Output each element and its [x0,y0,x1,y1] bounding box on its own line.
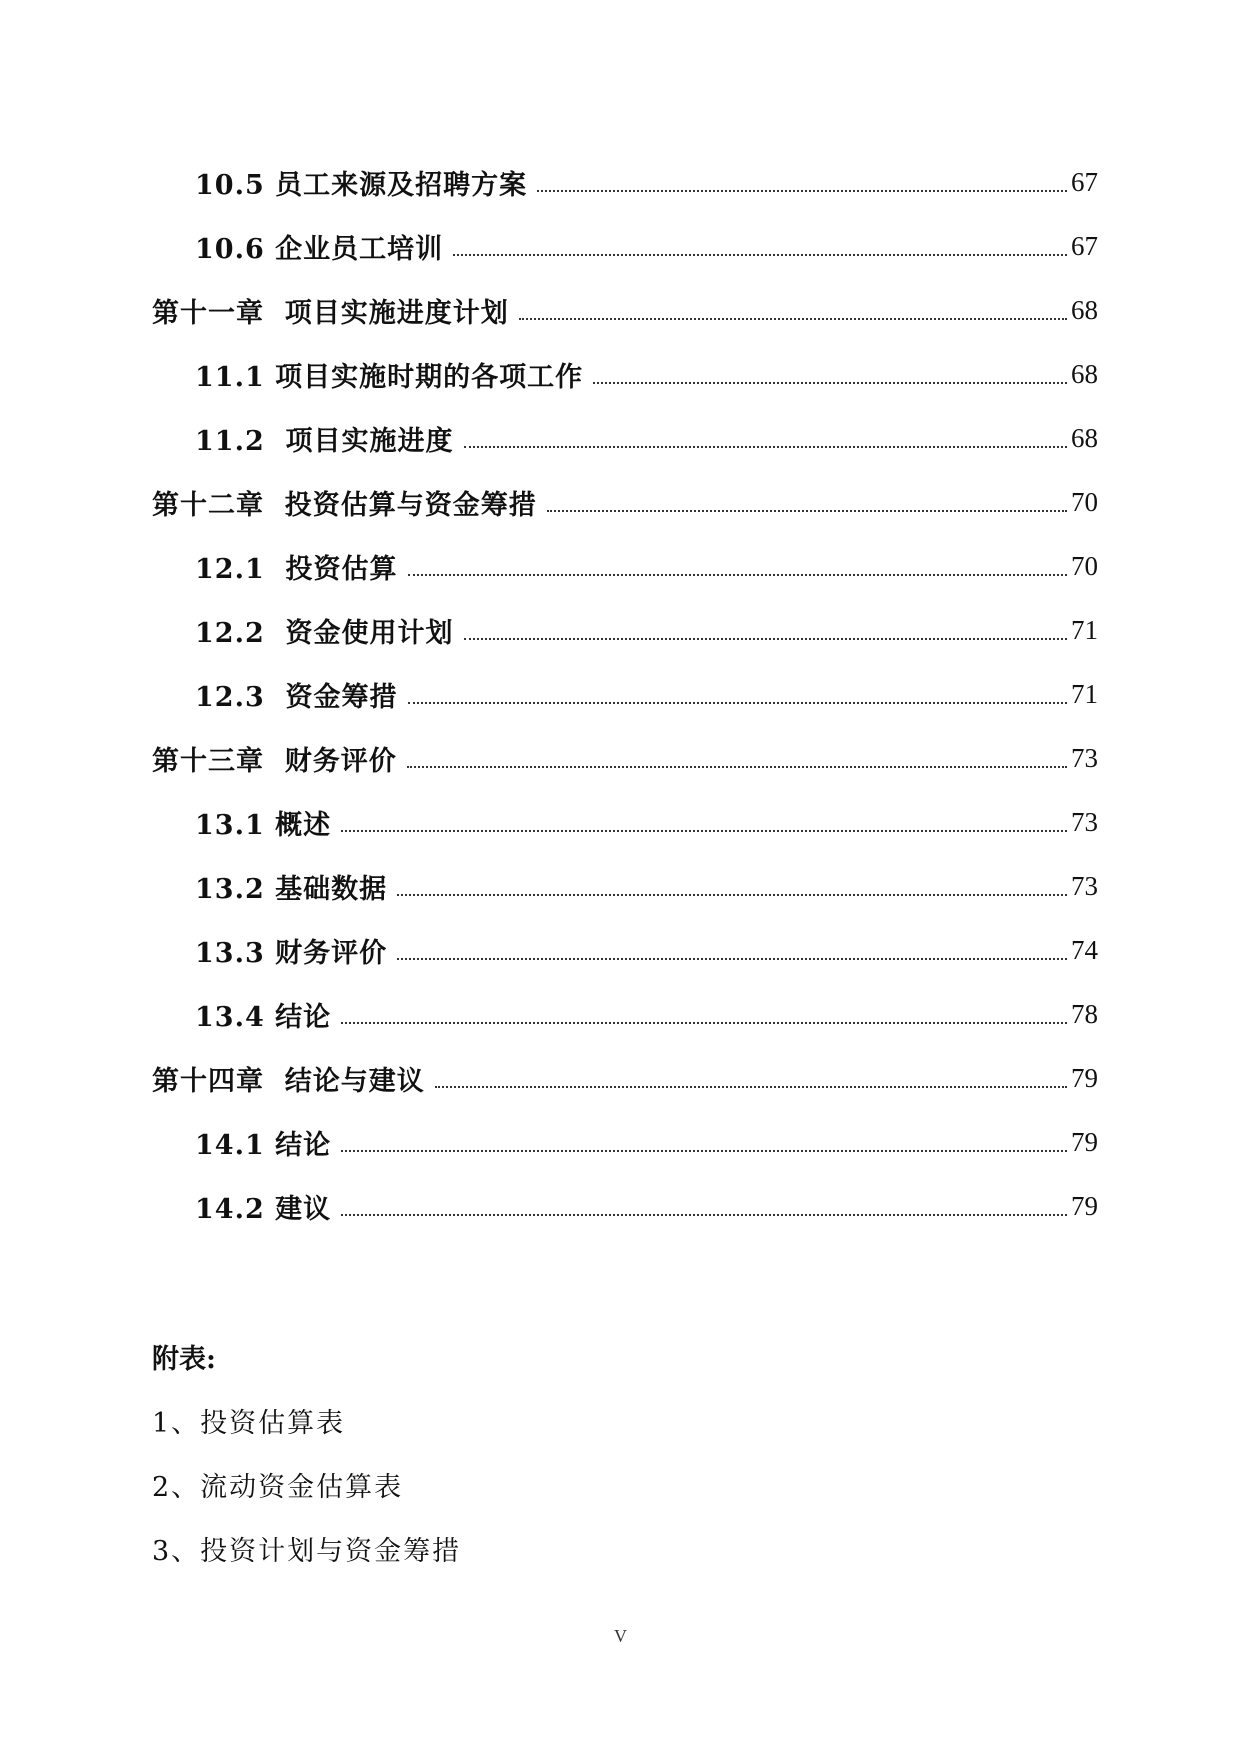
toc-entry-title: 11.1 项目实施时期的各项工作 [195,361,584,393]
toc-entry[interactable] [195,162,1098,202]
toc-entry-page: 78 [1071,998,1098,1029]
toc-entry-title: 13.2 基础数据 [195,873,388,905]
toc-entry-title: 11.2 项目实施进度 [195,425,454,457]
toc-entry[interactable] [195,1186,1098,1226]
toc-chapter-entry[interactable] [152,738,1098,778]
toc-entry-page: 79 [1071,1190,1098,1221]
toc-entry-title: 14.2 建议 [195,1193,332,1225]
toc-entry-title: 10.6 企业员工培训 [195,233,444,265]
toc-entry-title: 14.1 结论 [195,1129,332,1161]
toc-entry[interactable] [195,930,1098,970]
toc-entry-title: 12.3 资金筹措 [195,681,398,713]
toc-dot-leader [341,830,1067,832]
toc-entry[interactable] [195,546,1098,586]
toc-entry[interactable] [195,610,1098,650]
toc-entry-page: 68 [1071,422,1098,453]
toc-entry-page: 70 [1071,550,1098,581]
toc-entry-page: 73 [1071,806,1098,837]
page-number: V [614,1626,627,1646]
appendix-item[interactable]: 3、投资计划与资金筹措 [152,1536,462,1567]
toc-dot-leader [593,382,1067,384]
appendix-heading: 附表: [152,1344,216,1375]
toc-dot-leader [397,958,1067,960]
toc-entry-title: 13.3 财务评价 [195,937,388,969]
toc-dot-leader [453,254,1067,256]
toc-dot-leader [341,1022,1067,1024]
toc-entry[interactable] [195,866,1098,906]
toc-entry-page: 73 [1071,742,1098,773]
toc-dot-leader [341,1214,1067,1216]
toc-entry-page: 74 [1071,934,1098,965]
toc-entry-page: 79 [1071,1062,1098,1093]
toc-entry-title: 12.1 投资估算 [195,553,398,585]
toc-dot-leader [408,574,1067,576]
toc-dot-leader [464,638,1067,640]
toc-entry-title: 10.5 员工来源及招聘方案 [195,169,528,201]
toc-entry-page: 79 [1071,1126,1098,1157]
appendix-item[interactable]: 1、投资估算表 [152,1408,346,1439]
toc-dot-leader [464,446,1067,448]
appendix-item[interactable]: 2、流动资金估算表 [152,1472,404,1503]
toc-entry[interactable] [195,674,1098,714]
toc-entry[interactable] [195,1122,1098,1162]
toc-entry-title: 13.1 概述 [195,809,332,841]
toc-entry-page: 71 [1071,678,1098,709]
toc-entry-title: 13.4 结论 [195,1001,332,1033]
toc-dot-leader [519,318,1067,320]
toc-dot-leader [407,766,1067,768]
toc-entry[interactable] [195,418,1098,458]
toc-dot-leader [435,1086,1067,1088]
toc-entry[interactable] [195,994,1098,1034]
toc-entry-page: 68 [1071,294,1098,325]
toc-entry[interactable] [195,354,1098,394]
toc-chapter-entry[interactable] [152,1058,1098,1098]
toc-dot-leader [408,702,1067,704]
toc-entry-page: 71 [1071,614,1098,645]
toc-dot-leader [547,510,1067,512]
toc-dot-leader [397,894,1067,896]
toc-chapter-entry[interactable] [152,290,1098,330]
toc-dot-leader [537,190,1067,192]
toc-entry-title: 第十二章 投资估算与资金筹措 [152,489,537,521]
toc-dot-leader [341,1150,1067,1152]
toc-entry-title: 第十三章 财务评价 [152,745,397,777]
toc-entry-title: 第十四章 结论与建议 [152,1065,425,1097]
toc-entry-page: 73 [1071,870,1098,901]
toc-entry[interactable] [195,226,1098,266]
toc-entry-page: 67 [1071,230,1098,261]
toc-entry-page: 67 [1071,166,1098,197]
toc-entry-page: 68 [1071,358,1098,389]
toc-entry[interactable] [195,802,1098,842]
toc-entry-page: 70 [1071,486,1098,517]
toc-entry-title: 12.2 资金使用计划 [195,617,454,649]
toc-entry-title: 第十一章 项目实施进度计划 [152,297,509,329]
toc-chapter-entry[interactable] [152,482,1098,522]
